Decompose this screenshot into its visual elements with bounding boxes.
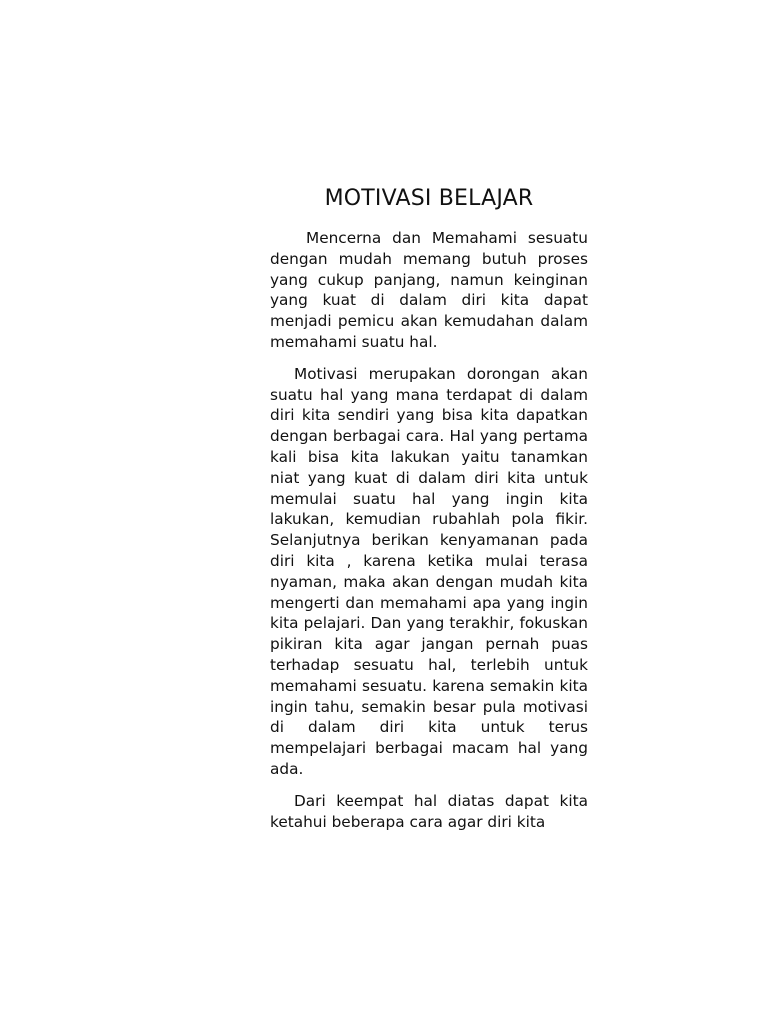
document-body: [270, 228, 588, 843]
paragraph-3: Dari keempat hal diatas dapat kita ketahui beberapa cara agar diri kita: [270, 791, 588, 831]
paragraph-1: Mencerna dan Memahami sesuatu dengan mudah memang butuh proses yang cukup panjang, namun keinginan yang kuat di dalam diri kita dapat menjadi pemicu akan kemudahan dalam memahami suatu hal.: [270, 229, 588, 351]
paragraph-2: Motivasi merupakan dorongan akan suatu hal yang mana terdapat di dalam diri kita sendiri yang bisa kita dapatkan dengan berbagai cara. Hal yang pertama kali bisa kita lakukan yaitu tanamkan niat yang kuat di dalam diri kita untuk memulai suatu hal yang ingin kita lakukan, kemudian rubahlah pola fikir. Selanjutnya berikan kenyamanan pada diri kita , karena ketika mulai terasa nyaman, maka akan dengan mudah kita mengerti dan memahami apa yang ingin kita pelajari. Dan yang terakhir, fokuskan pikiran kita agar jangan pernah puas terhadap sesuatu hal, terlebih untuk memahami sesuatu. karena semakin kita ingin tahu, semakin besar pula motivasi di dalam diri kita untuk terus mempelajari berbagai macam hal yang ada.: [270, 364, 588, 778]
document-title: MOTIVASI BELAJAR: [324, 186, 534, 211]
